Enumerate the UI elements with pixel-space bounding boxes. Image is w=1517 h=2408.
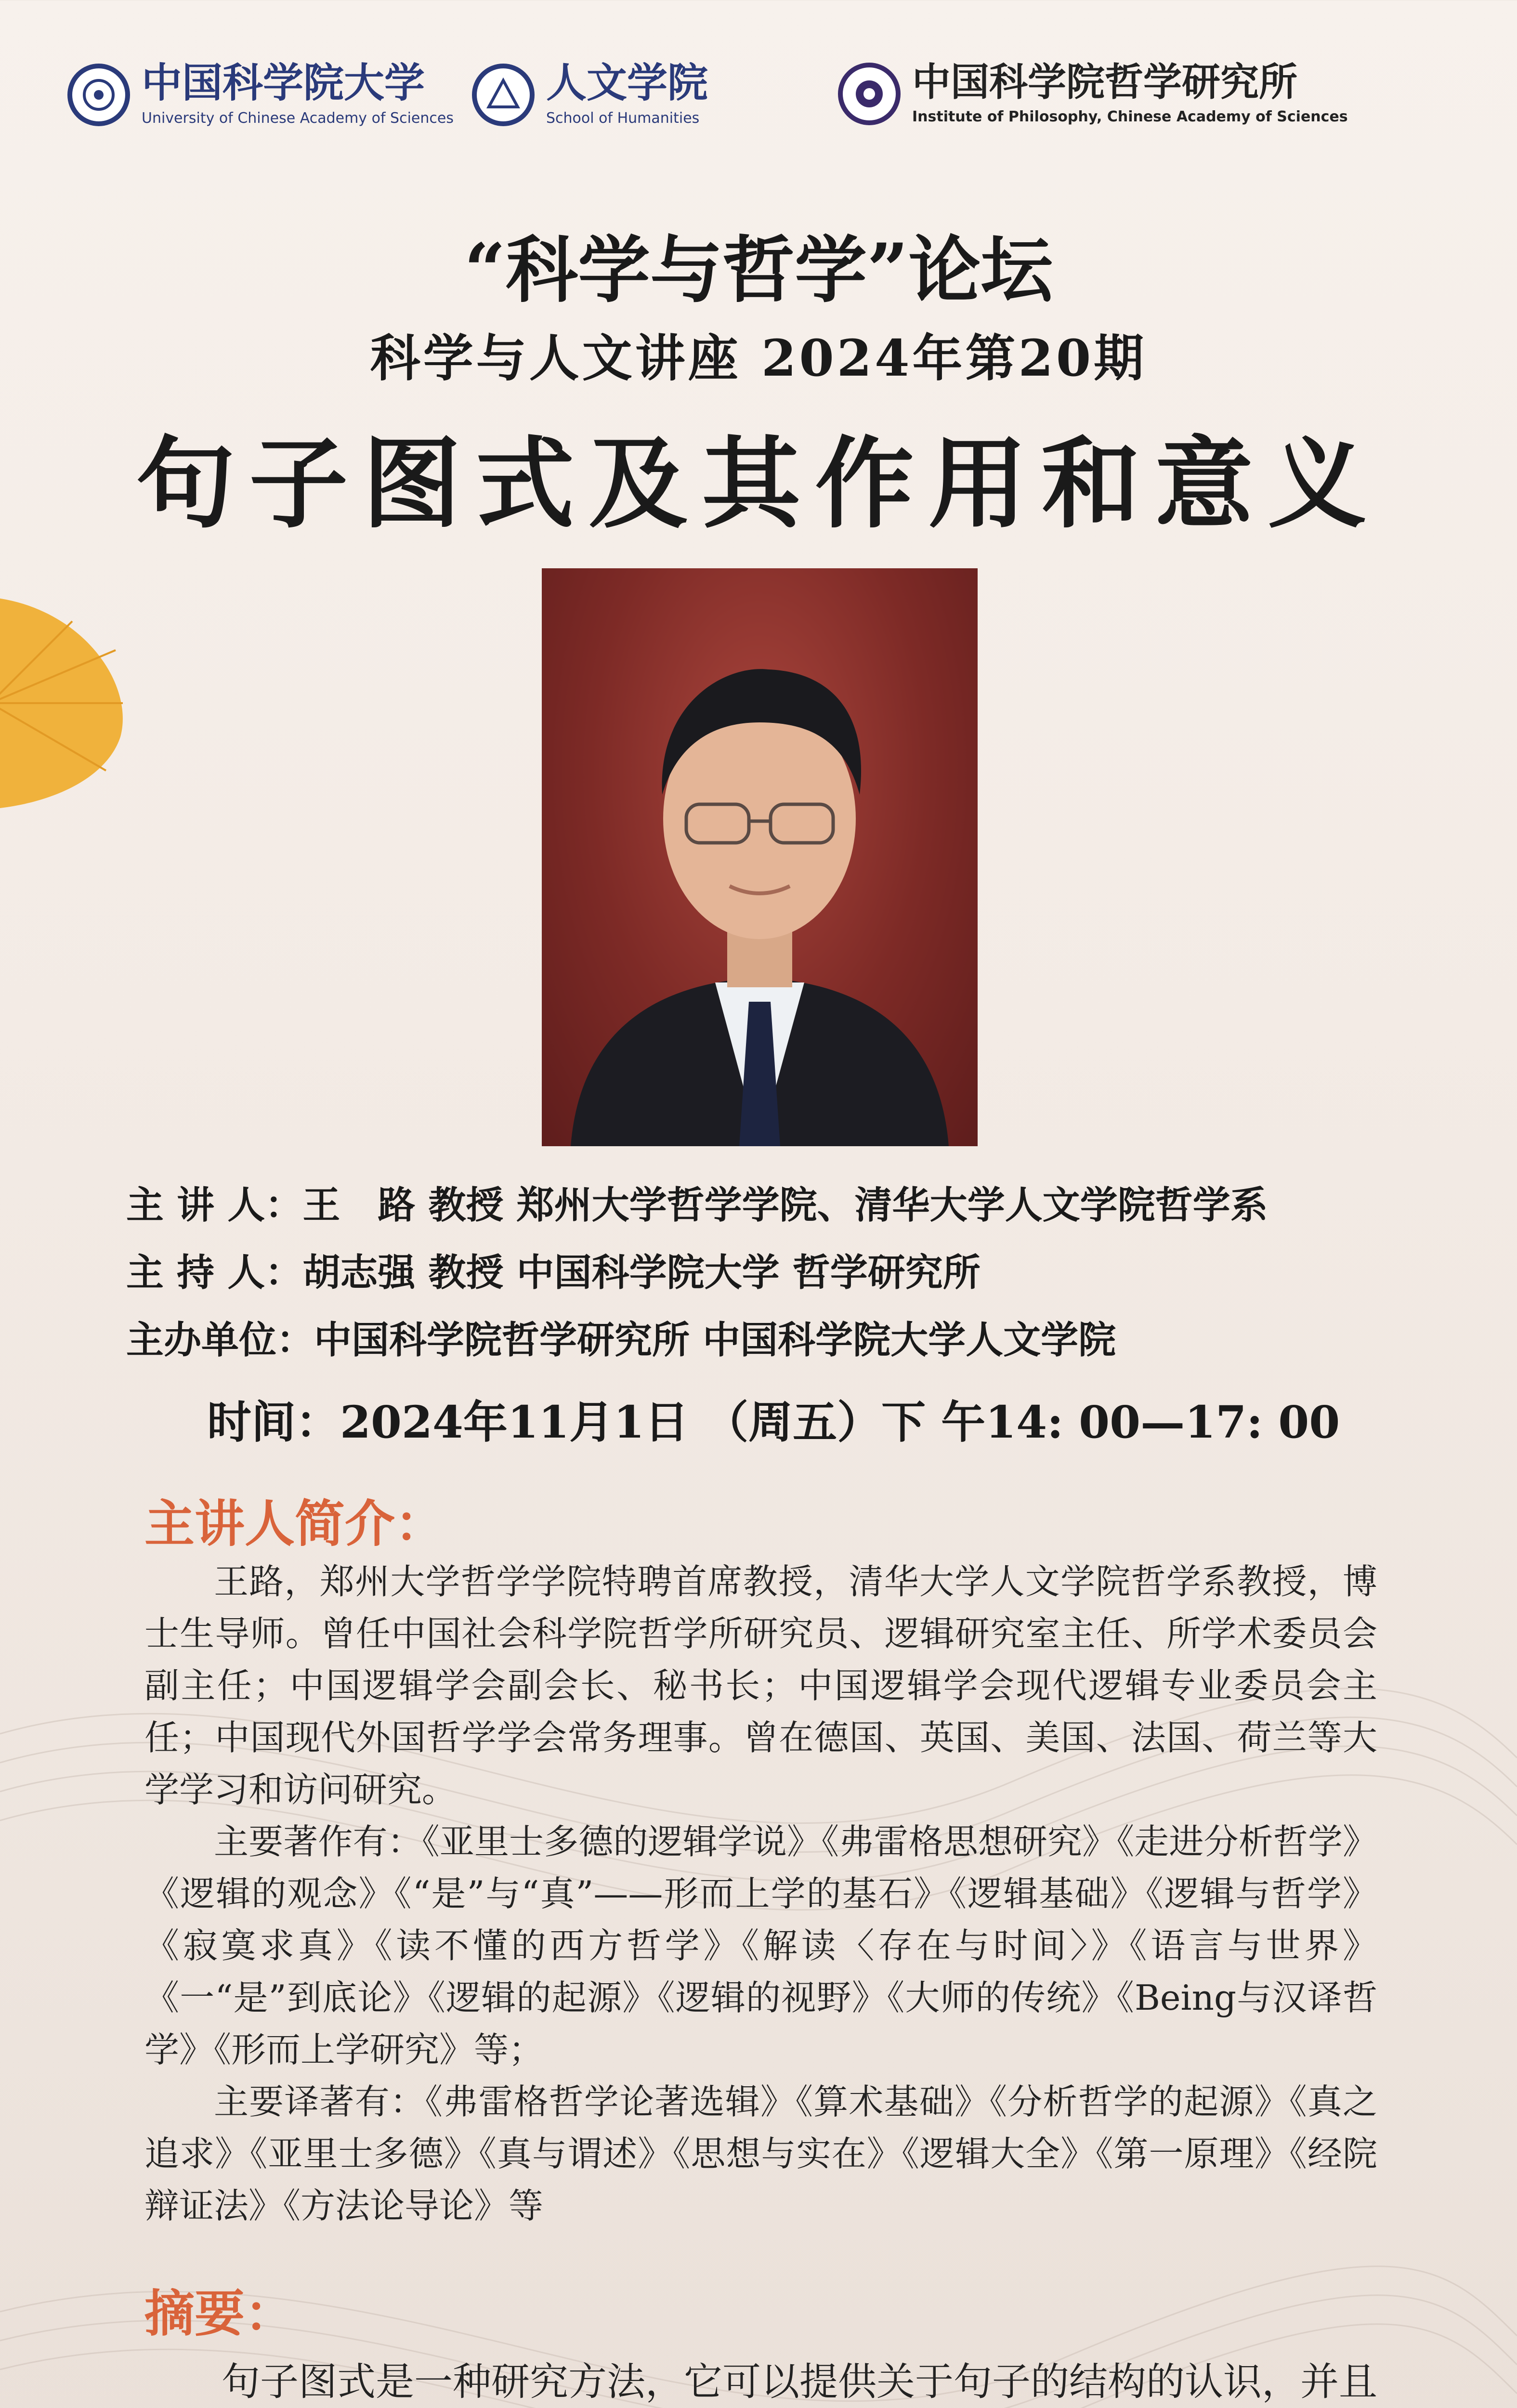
logo-institute-cn: 中国科学院哲学研究所 — [912, 59, 1297, 105]
logo-humanities-en: School of Humanities — [546, 110, 700, 127]
ginkgo-leaf-icon — [0, 578, 144, 828]
bio-heading: 主讲人简介： — [144, 1494, 445, 1553]
ucas-emblem-icon — [67, 64, 130, 126]
logo-ucas-en: University of Chinese Academy of Sciences — [142, 110, 454, 127]
logo-humanities-cn: 人文学院 — [546, 59, 708, 106]
logo-institute — [838, 59, 1348, 125]
logo-ucas — [67, 59, 454, 127]
event-time: 时间：2024年11月1日 （周五）下 午14: 00—17: 00 — [207, 1396, 1340, 1448]
header-logos — [67, 59, 1464, 159]
logo-institute-en: Institute of Philosophy, Chinese Academy of Sciences — [912, 108, 1348, 125]
forum-title: “科学与哲学”论坛 — [464, 228, 1053, 313]
bio-text — [144, 1556, 1377, 2232]
host-label: 主 持 人： — [126, 1251, 303, 1295]
organizer-row — [126, 1310, 1116, 1364]
speaker-label: 主 讲 人： — [126, 1183, 303, 1227]
series-title: 科学与人文讲座 2024年第20期 — [370, 328, 1147, 388]
abstract-paragraph: 句子图式是一种研究方法，它可以提供关于句子的结构的认识，并且 — [222, 2359, 1377, 2404]
abstract-text — [144, 2350, 1377, 2408]
bio-paragraph: 主要著作有：《亚里士多德的逻辑学说》《弗雷格思想研究》《走进分析哲学》《逻辑的观念》《“是”与“真”——形而上学的基石》《逻辑基础》《逻辑与哲学》《寂寞求真》《读不懂的西方哲学》《解读〈存在与时间〉》《语言与世界》《一“是”到底论》《逻辑的起源》《逻辑的视野》《大师的传统》《Being与汉译哲学》《形而上学研究》等； — [144, 1821, 1377, 2070]
speaker-value: 王 路 教授 郑州大学哲学学院、清华大学人文学院哲学系 — [302, 1183, 1268, 1227]
host-value: 胡志强 教授 中国科学院大学 哲学研究所 — [302, 1251, 981, 1295]
lecture-title: 句子图式及其作用和意义 — [136, 426, 1381, 542]
logo-ucas-cn: 中国科学院大学 — [142, 59, 425, 106]
organizer-label: 主办单位： — [126, 1318, 314, 1362]
bio-paragraph: 王路，郑州大学哲学学院特聘首席教授，清华大学人文学院哲学系教授，博士生导师。曾任中国社会科学院哲学所研究员、逻辑研究室主任、所学术委员会副主任；中国逻辑学会副会长、秘书长；中国逻辑学会现代逻辑专业委员会主任；中国现代外国哲学学会常务理事。曾在德国、英国、美国、法国、荷兰等大学学习和访问研究。 — [144, 1561, 1377, 1810]
speaker-photo — [542, 568, 978, 1146]
organizer-value: 中国科学院哲学研究所 中国科学院大学人文学院 — [314, 1318, 1116, 1362]
logo-humanities — [472, 59, 708, 127]
speaker-row — [126, 1175, 1268, 1229]
abstract-heading: 摘要： — [144, 2284, 295, 2343]
institute-emblem-icon — [838, 63, 901, 125]
host-row — [126, 1243, 981, 1296]
bio-paragraph: 主要译著有：《弗雷格哲学论著选辑》《算术基础》《分析哲学的起源》《真之追求》《亚里士多德》《真与谓述》《思想与实在》《逻辑大全》《第一原理》《经院辩证法》《方法论导论》等 — [144, 2081, 1377, 2226]
humanities-emblem-icon — [472, 64, 535, 126]
